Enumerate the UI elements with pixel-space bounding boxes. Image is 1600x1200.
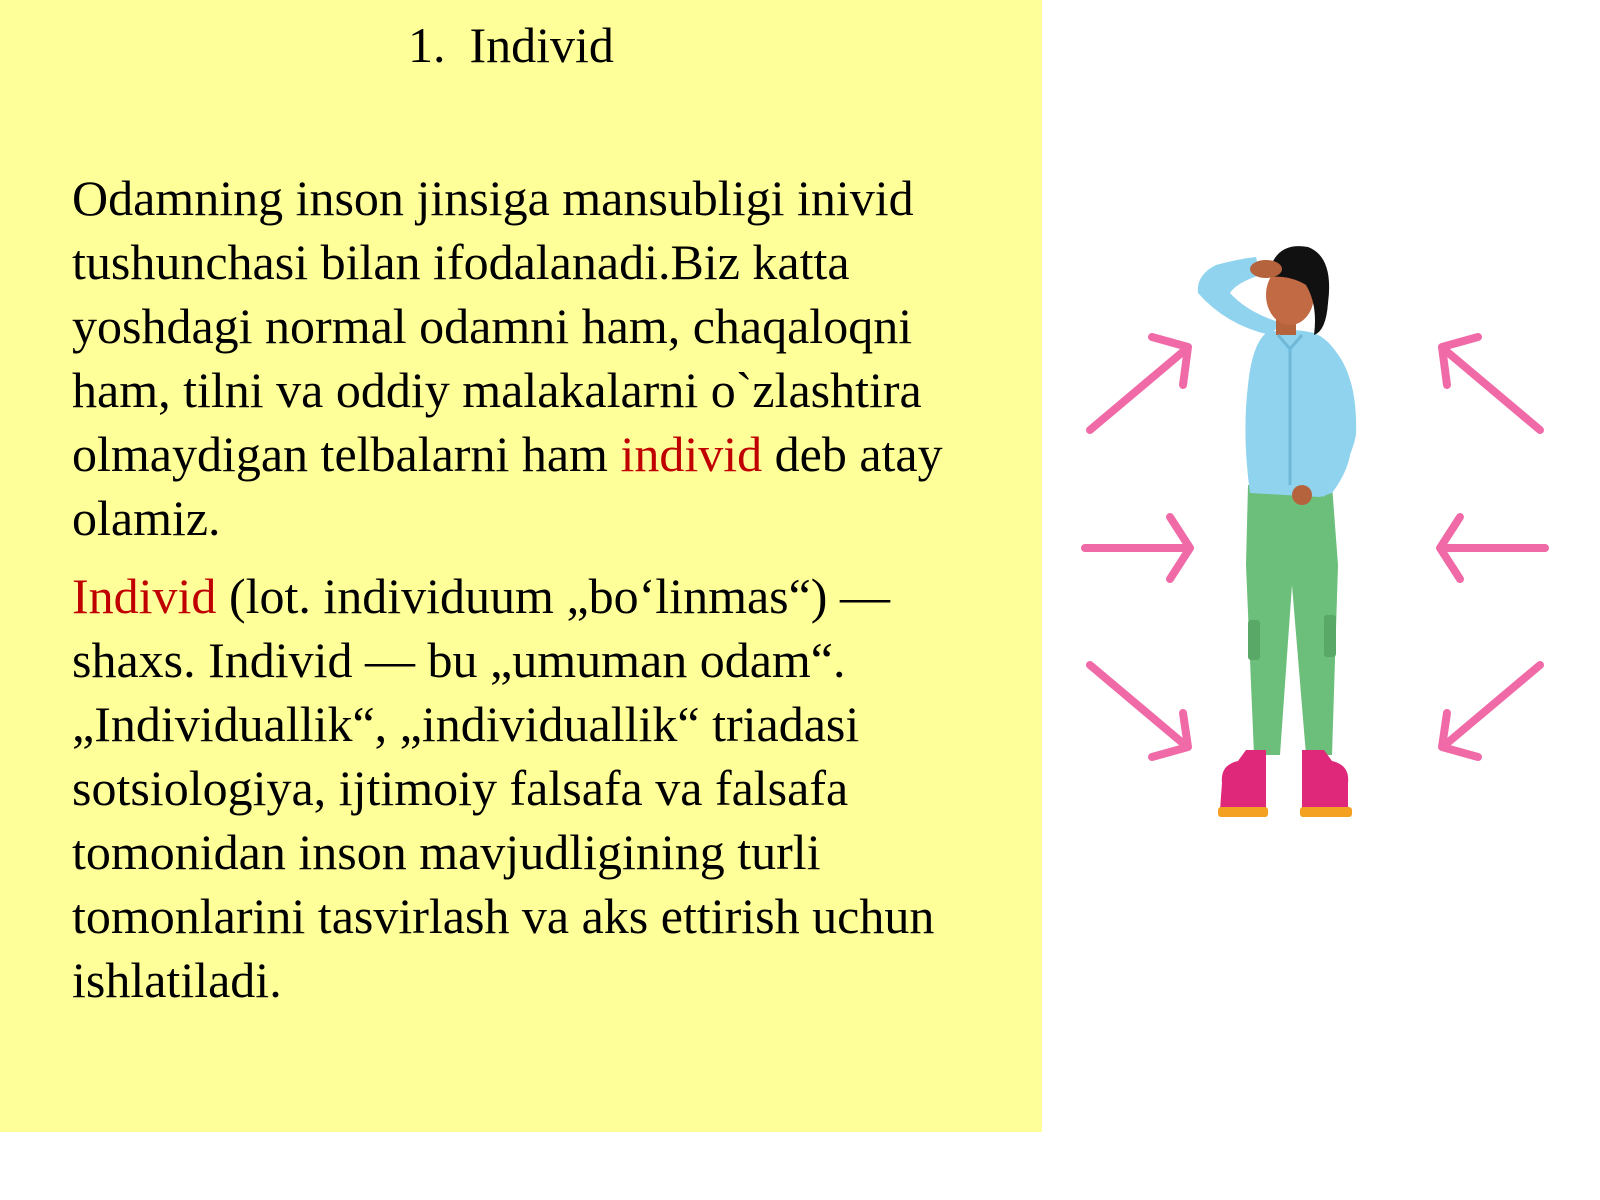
paragraph2-line xyxy=(72,564,1032,628)
paragraph2-line: „Individuallik“, „individuallik“ triadasi xyxy=(72,696,860,752)
paragraph-individ-definition xyxy=(72,166,1032,550)
right-boot-sole xyxy=(1300,807,1352,817)
left-boot xyxy=(1220,750,1266,810)
paragraph1-line: olamiz. xyxy=(72,490,221,546)
paragraph1-line xyxy=(72,422,1032,486)
arrow-top-left-icon xyxy=(1090,337,1188,430)
arrow-bottom-right-icon xyxy=(1442,665,1540,757)
highlighted-term: individ xyxy=(620,426,763,482)
paragraph2-line: ishlatiladi. xyxy=(72,952,282,1008)
right-boot xyxy=(1302,750,1348,810)
hand-over-eyes xyxy=(1250,260,1282,278)
arrow-middle-right-icon xyxy=(1440,517,1545,579)
title-number: 1. xyxy=(408,17,446,73)
arrow-top-right-icon xyxy=(1442,337,1540,430)
paragraph2-line: tomonidan inson mavjudligining turli xyxy=(72,824,821,880)
paragraph1-line5-text: olmaydigan telbalarni ham xyxy=(72,426,621,482)
paragraph1-line: yoshdagi normal odamni ham, chaqaloqni xyxy=(72,298,913,354)
hand-on-hip xyxy=(1292,485,1312,505)
title-text: Individ xyxy=(469,17,614,73)
highlighted-term: Individ xyxy=(72,568,217,624)
left-boot-sole xyxy=(1218,807,1268,817)
pocket-right xyxy=(1324,615,1336,657)
arrow-middle-left-icon xyxy=(1085,517,1190,579)
pocket-left xyxy=(1248,620,1260,660)
paragraph2-line: tomonlarini tasvirlash va aks ettirish uchun xyxy=(72,888,935,944)
paragraph-individ-etymology xyxy=(72,564,1032,1012)
paragraph1-line5-text: deb atay xyxy=(762,426,943,482)
paragraph2-line1-text: (lot. individuum „bo‘linmas“) — xyxy=(216,568,890,624)
paragraph1-line: Odamning inson jinsiga mansubligi inivid xyxy=(72,170,914,226)
paragraph1-line: tushunchasi bilan ifodalanadi.Biz katta xyxy=(72,234,850,290)
paragraph2-line: sotsiologiya, ijtimoiy falsafa va falsafa xyxy=(72,760,849,816)
person-looking-around-illustration xyxy=(1070,235,1570,845)
person-figure xyxy=(1198,246,1356,817)
paragraph1-line: ham, tilni va oddiy malakalarni o`zlashtira xyxy=(72,362,922,418)
paragraph2-line: shaxs. Individ — bu „umuman odam“. xyxy=(72,632,846,688)
slide-title xyxy=(408,14,614,76)
arrow-bottom-left-icon xyxy=(1090,665,1188,757)
